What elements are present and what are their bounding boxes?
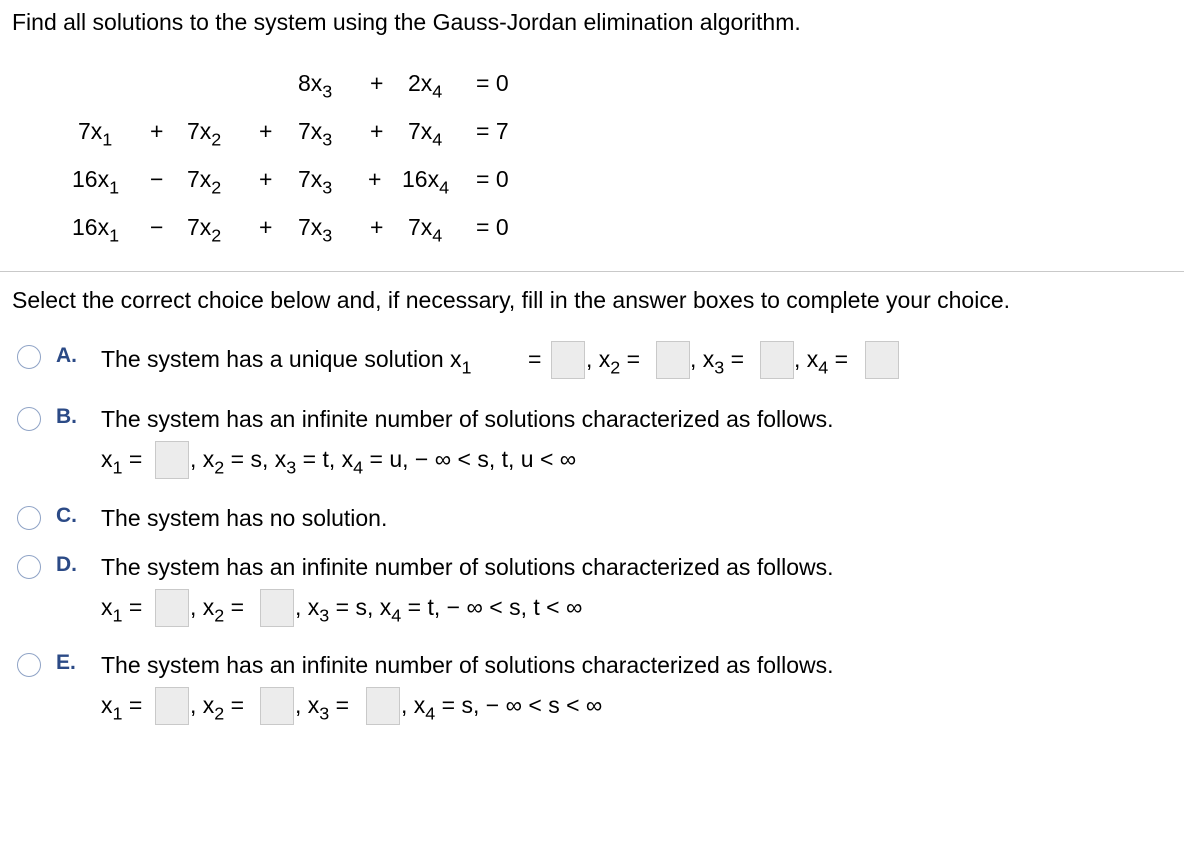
operator: − <box>150 214 164 240</box>
choice-a[interactable] <box>0 344 1184 388</box>
operator: + <box>370 118 384 144</box>
operator: + <box>259 214 273 240</box>
equation-row <box>0 214 600 244</box>
term-x3: $7x_3$ <box>298 118 333 150</box>
choice-c[interactable] <box>0 504 1184 536</box>
term-x3: $7x_3$ <box>298 166 333 198</box>
answer-box-x1[interactable] <box>155 589 189 627</box>
equals-sign: = <box>528 346 542 372</box>
parameter-description: , $x_4 = s$, − ∞ < s < ∞ <box>401 692 603 724</box>
equation-row <box>0 70 600 100</box>
label-x1: $x_1$ = <box>101 446 143 478</box>
operator: + <box>259 118 273 144</box>
term-x2: $7x_2$ <box>187 118 222 150</box>
parameter-description: , $x_2 = s$, $x_3 = t$, $x_4 = u$, − ∞ < s, t, u < ∞ <box>190 446 577 478</box>
operator: + <box>370 214 384 240</box>
answer-box-x2[interactable] <box>260 687 294 725</box>
radio-button-b[interactable] <box>17 407 41 431</box>
choice-d[interactable] <box>0 553 1184 633</box>
label-x1: $x_1$ = <box>101 594 143 626</box>
answer-box-x1[interactable] <box>155 441 189 479</box>
parameter-description: , $x_3 = s$, $x_4 = t$, − ∞ < s, t < ∞ <box>295 594 583 626</box>
radio-button-c[interactable] <box>17 506 41 530</box>
choice-letter: E. <box>56 651 76 674</box>
linear-system <box>0 0 600 260</box>
answer-box-x1[interactable] <box>155 687 189 725</box>
term-x4: $2x_4$ <box>408 70 443 102</box>
operator: + <box>368 166 382 192</box>
rhs: = 0 <box>476 166 509 192</box>
choice-letter: D. <box>56 553 77 576</box>
answer-box-x3[interactable] <box>760 341 794 379</box>
answer-box-x2[interactable] <box>656 341 690 379</box>
label-x4: , $x_4$ = <box>794 346 849 378</box>
operator: + <box>150 118 164 144</box>
radio-button-a[interactable] <box>17 345 41 369</box>
rhs: = 0 <box>476 214 509 240</box>
question-text: Find all solutions to the system using the Gauss-Jordan elimination algorithm. <box>12 9 801 35</box>
label-x3: , $x_3$ = <box>690 346 745 378</box>
choice-text: The system has no solution. <box>101 505 388 531</box>
answer-box-x1[interactable] <box>551 341 585 379</box>
choice-e[interactable] <box>0 651 1184 731</box>
choice-text: The system has a unique solution $x_1$ <box>101 346 472 378</box>
section-divider <box>0 271 1184 272</box>
rhs: = 0 <box>476 70 509 96</box>
choice-text: The system has an infinite number of solutions characterized as follows. <box>101 554 834 580</box>
operator: + <box>370 70 384 96</box>
choice-text: The system has an infinite number of solutions characterized as follows. <box>101 652 834 678</box>
term-x2: $7x_2$ <box>187 166 222 198</box>
answer-box-x4[interactable] <box>865 341 899 379</box>
equation-row <box>0 166 600 196</box>
term-x4: $7x_4$ <box>408 214 443 246</box>
term-x3: $8x_3$ <box>298 70 333 102</box>
choice-text: The system has an infinite number of solutions characterized as follows. <box>101 406 834 432</box>
choice-letter: B. <box>56 405 77 428</box>
choice-letter: C. <box>56 504 77 527</box>
term-x1: $7x_1$ <box>78 118 113 150</box>
label-x2: , $x_2$ = <box>586 346 641 378</box>
rhs: = 7 <box>476 118 509 144</box>
term-x3: $7x_3$ <box>298 214 333 246</box>
answer-box-x3[interactable] <box>366 687 400 725</box>
term-x2: $7x_2$ <box>187 214 222 246</box>
radio-button-d[interactable] <box>17 555 41 579</box>
equation-row <box>0 118 600 148</box>
label-x1: $x_1$ = <box>101 692 143 724</box>
label-x2: , $x_2$ = <box>190 692 245 724</box>
label-x2: , $x_2$ = <box>190 594 245 626</box>
operator: + <box>259 166 273 192</box>
term-x1: $16x_1$ <box>72 214 120 246</box>
radio-button-e[interactable] <box>17 653 41 677</box>
operator: − <box>150 166 164 192</box>
choice-b[interactable] <box>0 405 1184 485</box>
answer-box-x2[interactable] <box>260 589 294 627</box>
choice-letter: A. <box>56 344 77 367</box>
term-x1: $16x_1$ <box>72 166 120 198</box>
term-x4: $7x_4$ <box>408 118 443 150</box>
label-x3: , $x_3$ = <box>295 692 350 724</box>
instruction-text: Select the correct choice below and, if necessary, fill in the answer boxes to complete your choice. <box>12 287 1011 313</box>
term-x4: $16x_4$ <box>402 166 450 198</box>
